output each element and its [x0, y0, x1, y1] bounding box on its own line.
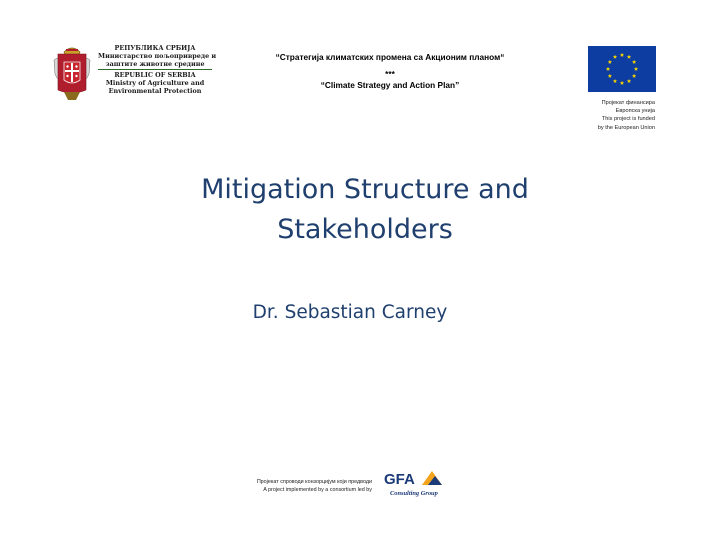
- serbian-coat-of-arms-icon: [52, 44, 92, 102]
- gfa-logo-subtext: Consulting Group: [390, 490, 438, 497]
- gfa-logo-text: GFA: [384, 471, 415, 488]
- eu-note-line: Европска унија: [615, 108, 655, 115]
- consortium-note-line: Пројекат спроводи конзорцијум који предводи: [256, 479, 372, 485]
- ministry-line: REPUBLIC OF SERBIA: [114, 70, 196, 79]
- slide-author: Dr. Sebastian Carney: [252, 302, 448, 323]
- project-title-serbian: “Стратегија климатских промена са Акционим планом“: [275, 52, 505, 62]
- eu-funding-note: [560, 99, 655, 132]
- ministry-line: Ministry of Agriculture and: [105, 78, 205, 87]
- gfa-logo-icon: [382, 468, 448, 500]
- eu-note-line: Пројекат финансира: [601, 100, 655, 106]
- ministry-line: РЕПУБЛИКА СРБИЈА: [114, 44, 196, 52]
- slide-title-line: Stakeholders: [277, 214, 453, 245]
- ministry-line: Environmental Protection: [108, 87, 202, 96]
- project-title-english: “Climate Strategy and Action Plan”: [320, 80, 460, 90]
- ministry-divider: [98, 69, 212, 70]
- ministry-text: [98, 44, 217, 96]
- eu-note-line: by the European Union: [597, 124, 655, 131]
- eu-note-line: This project is funded: [601, 116, 655, 123]
- consortium-note: [220, 479, 372, 494]
- slide-title: [150, 170, 580, 250]
- eu-flag-icon: [588, 46, 656, 92]
- ministry-header: [52, 44, 217, 106]
- consortium-note-line: A project implemented by a consortium led by: [263, 486, 372, 493]
- ministry-line: заштите животне средине: [105, 60, 205, 69]
- project-title-separator: ***: [385, 69, 395, 79]
- project-title-block: [230, 52, 550, 91]
- slide-title-line: Mitigation Structure and: [201, 174, 529, 205]
- ministry-line: Министарство пољопривреде и: [98, 52, 217, 61]
